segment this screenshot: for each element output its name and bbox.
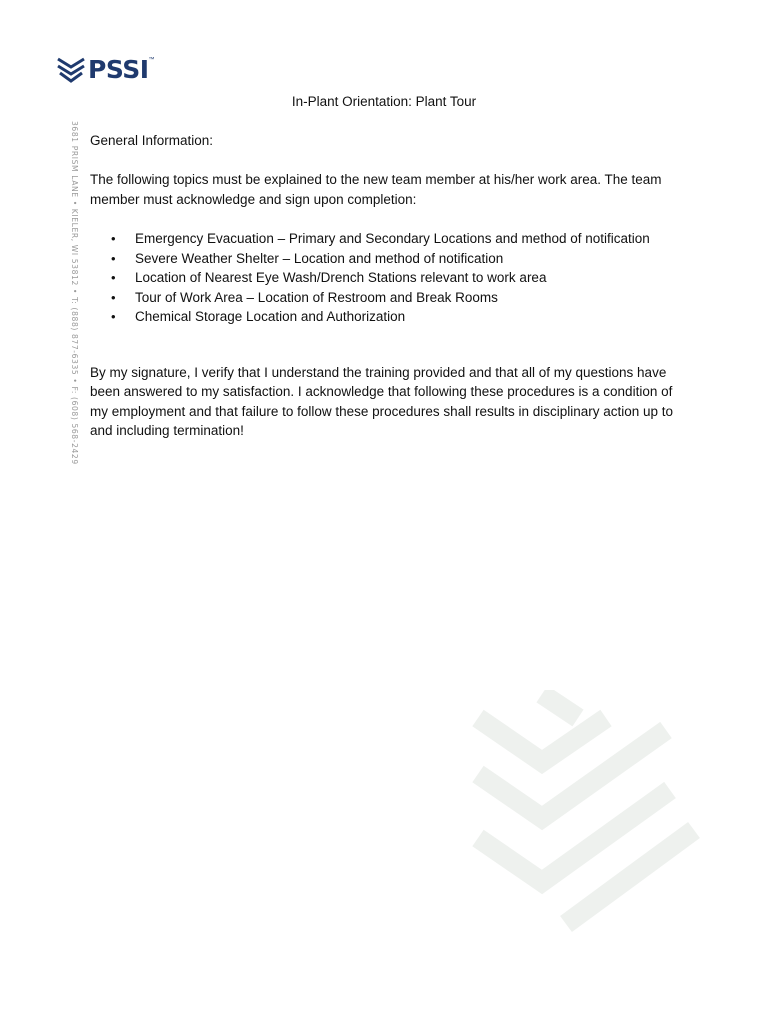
logo-text: PSSI bbox=[88, 54, 149, 84]
list-item: • Emergency Evacuation – Primary and Secondary Locations and method of notification bbox=[90, 229, 680, 249]
topics-list bbox=[90, 229, 680, 327]
list-item: • Tour of Work Area – Location of Restroom and Break Rooms bbox=[90, 288, 680, 308]
intro-paragraph: The following topics must be explained to the new team member at his/her work area. The team member must acknowledge and sign upon completion: bbox=[90, 172, 662, 207]
list-item: • Severe Weather Shelter – Location and method of notification bbox=[90, 249, 680, 269]
list-item: • Location of Nearest Eye Wash/Drench Stations relevant to work area bbox=[90, 268, 680, 288]
section-heading: General Information: bbox=[90, 133, 214, 148]
list-item: • Chemical Storage Location and Authorization bbox=[90, 307, 680, 327]
watermark-chevron-icon bbox=[470, 690, 710, 950]
side-address: 3681 PRISM LANE • KIELER, WI 53812 • T: (888) 877-6335 • F: (608) 568-2429 bbox=[70, 121, 79, 465]
pssi-chevron-icon bbox=[56, 54, 86, 84]
page-title: In-Plant Orientation: Plant Tour bbox=[291, 94, 477, 109]
document-body bbox=[90, 131, 680, 441]
company-logo bbox=[56, 54, 155, 84]
logo-trademark: ™ bbox=[148, 57, 155, 63]
acknowledgement-paragraph: By my signature, I verify that I understand the training provided and that all of my questions have been answered to my satisfaction. I acknowledge that following these procedures is a condition of my employment and that failure to follow these procedures shall results in disciplinary action up to and including termination! bbox=[90, 364, 674, 438]
